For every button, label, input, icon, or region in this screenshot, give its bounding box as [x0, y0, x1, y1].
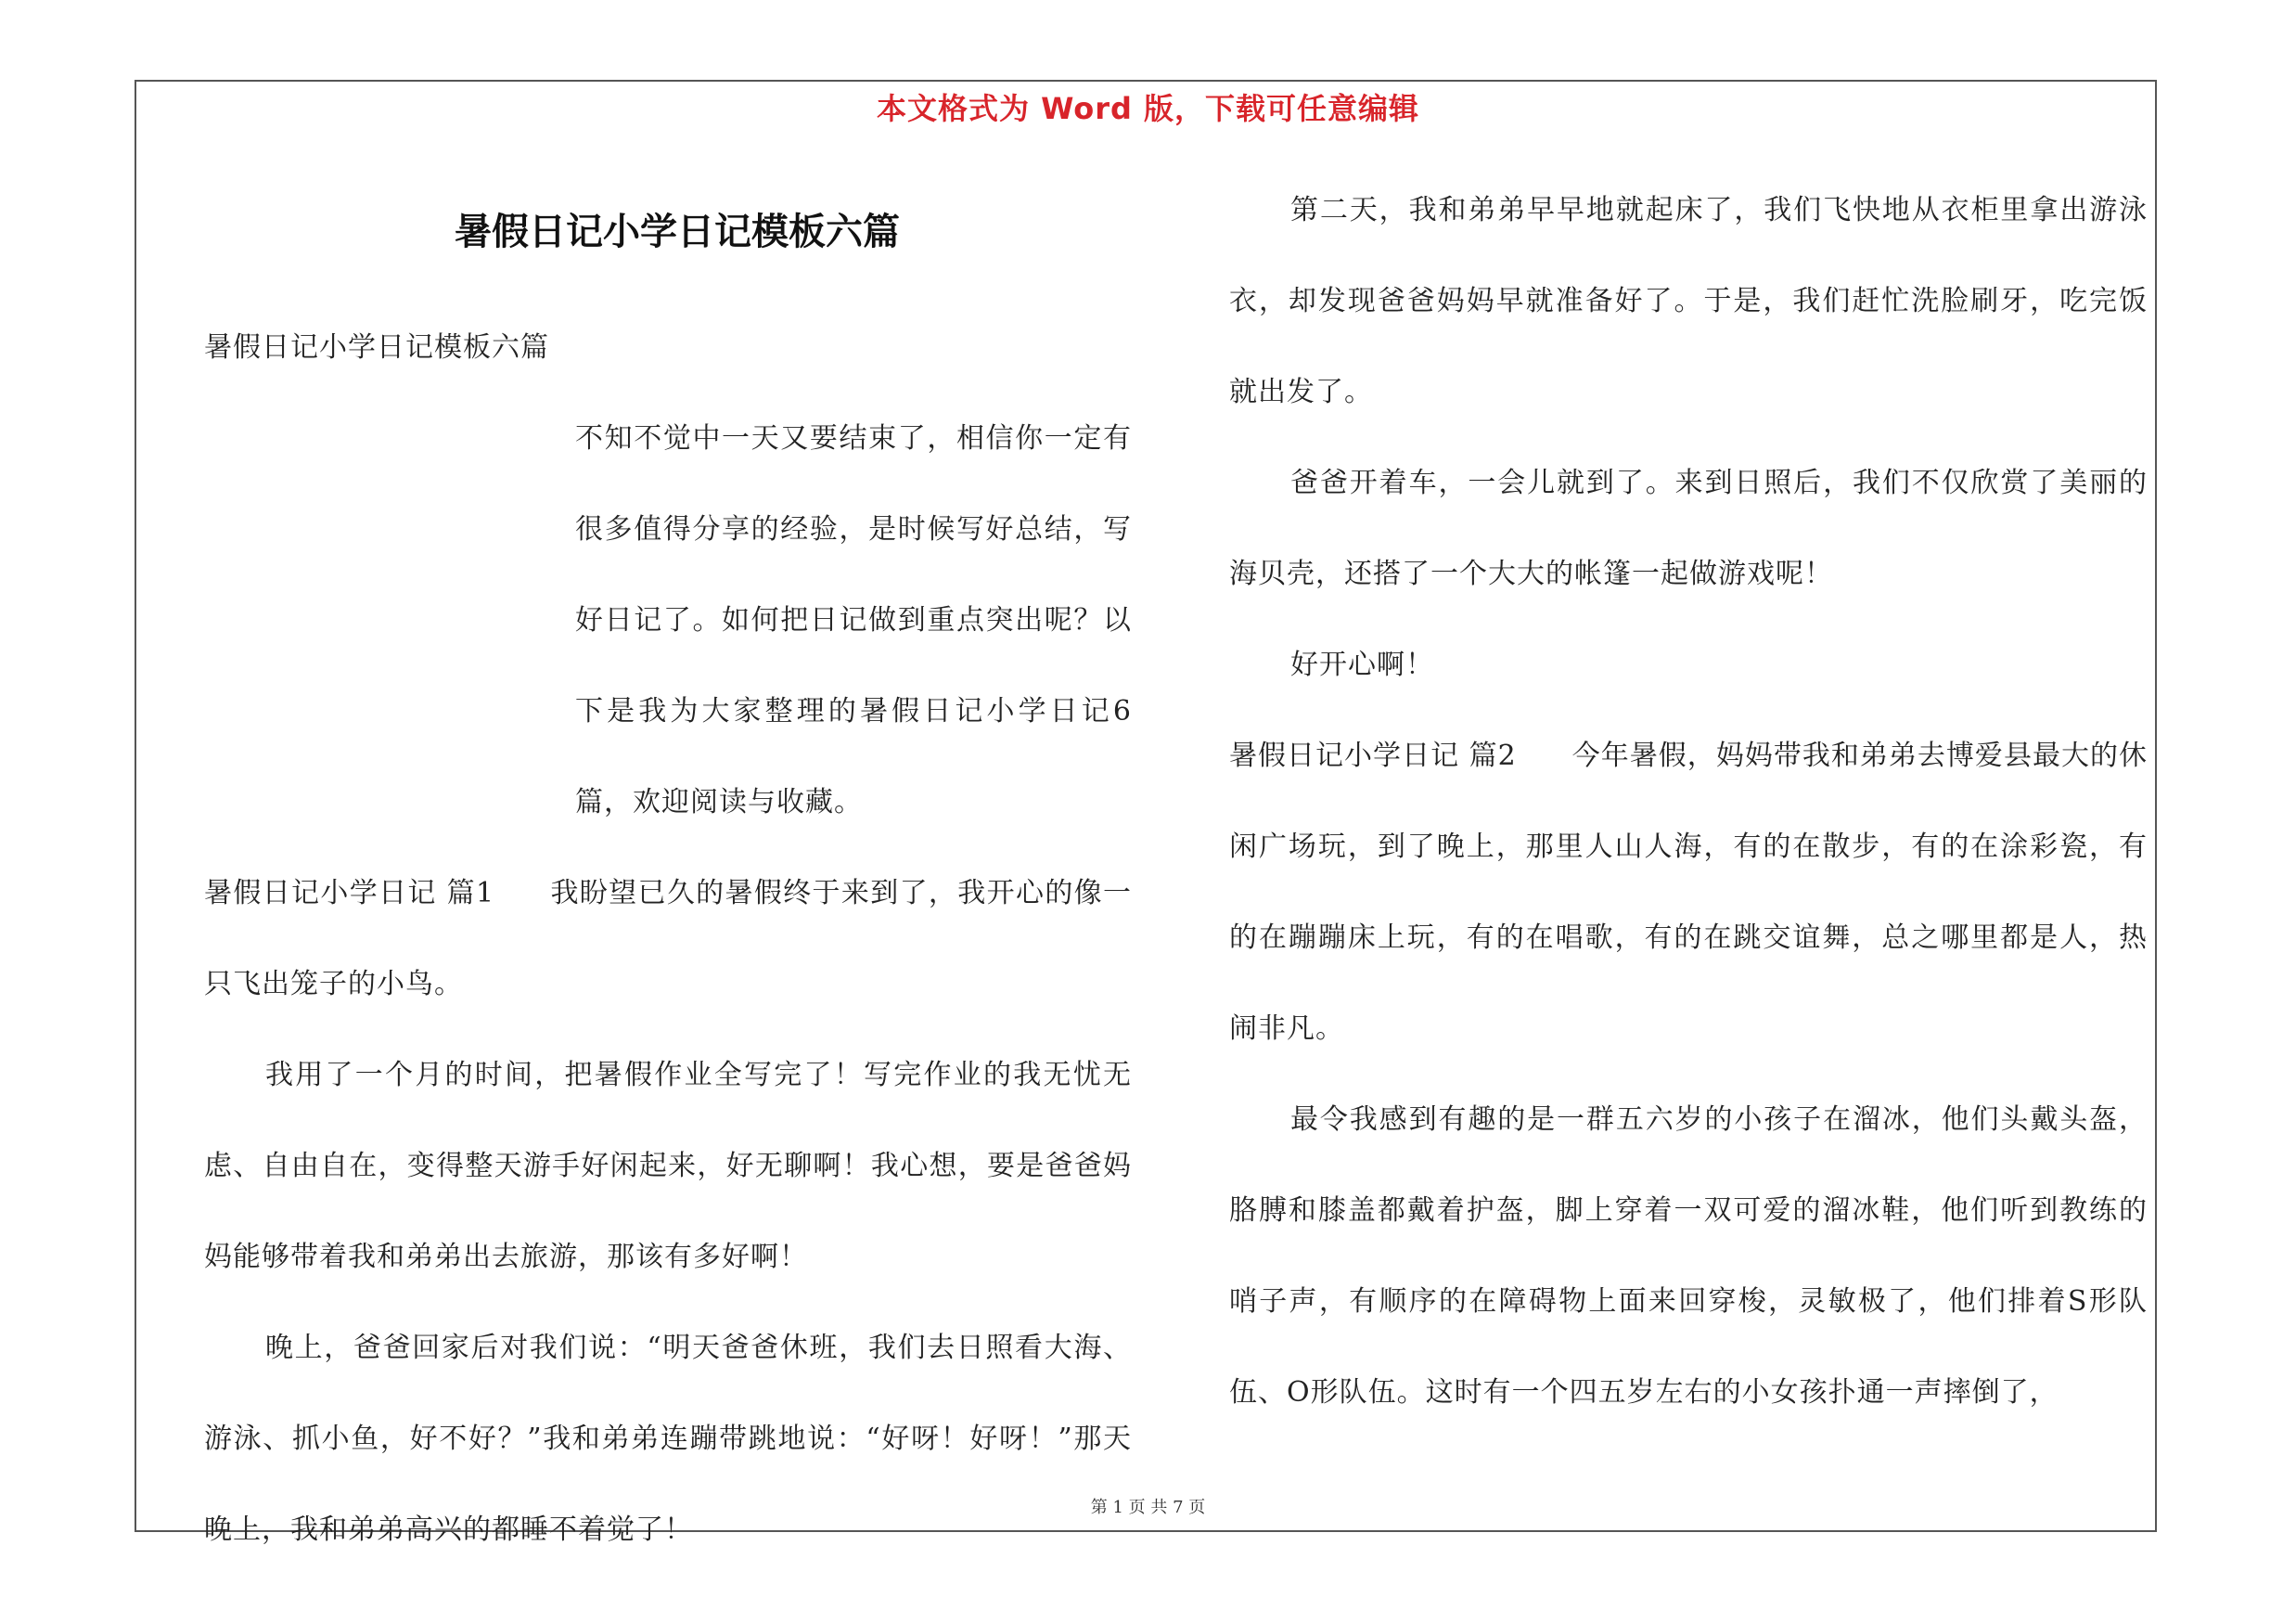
- page-number-footer: 第 1 页 共 7 页: [1090, 1498, 1206, 1517]
- body-paragraph: 我用了一个月的时间，把暑假作业全写完了！写完作业的我无忧无虑、自由自在，变得整天游手好闲起来，好无聊啊！我心想，要是爸爸妈妈能够带着我和弟弟出去旅游，那该有多好啊！: [204, 1059, 1132, 1273]
- subtitle: 暑假日记小学日记模板六篇: [204, 331, 549, 364]
- document-title: 暑假日记小学日记模板六篇: [455, 211, 900, 253]
- intro-paragraph: 不知不觉中一天又要结束了，相信你一定有很多值得分享的经验，是时候写好总结，写好日记了。如何把日记做到重点突出呢？以下是我为大家整理的暑假日记小学日记6篇，欢迎阅读与收藏。: [575, 422, 1132, 818]
- body-paragraph: 第二天，我和弟弟早早地就起床了，我们飞快地从衣柜里拿出游泳衣，却发现爸爸妈妈早就准备好了。于是，我们赶忙洗脸刷牙，吃完饭就出发了。: [1229, 194, 2148, 408]
- section-2-heading: 暑假日记小学日记 篇2: [1229, 740, 1517, 772]
- left-column: [204, 303, 1132, 1576]
- section-1-heading: 暑假日记小学日记 篇1: [204, 877, 495, 909]
- section-1: [204, 848, 1132, 1030]
- body-paragraph: 最令我感到有趣的是一群五六岁的小孩子在溜冰，他们头戴头盔，胳膊和膝盖都戴着护盔，脚上穿着一双可爱的溜冰鞋，他们听到教练的哨子声，有顺序的在障碍物上面来回穿梭，灵敏极了，他们排着S形队伍、O形队伍。这时有一个四五岁左右的小女孩扑通一声摔倒了，: [1229, 1103, 2148, 1409]
- section-2-first-paragraph: 今年暑假，妈妈带我和弟弟去博爱县最大的休闲广场玩，到了晚上，那里人山人海，有的在散步，有的在涂彩瓷，有的在蹦蹦床上玩，有的在唱歌，有的在跳交谊舞，总之哪里都是人，热闹非凡。: [1229, 740, 2148, 1045]
- section-1-first-paragraph: 我盼望已久的暑假终于来到了，我开心的像一只飞出笼子的小鸟。: [204, 877, 1133, 1000]
- body-paragraph: 爸爸开着车，一会儿就到了。来到日照后，我们不仅欣赏了美丽的海贝壳，还搭了一个大大的帐篷一起做游戏呢！: [1229, 467, 2148, 590]
- format-banner: 本文格式为 Word 版，下载可任意编辑: [876, 91, 1420, 126]
- section-2: [1229, 711, 2148, 1075]
- body-paragraph: 好开心啊！: [1290, 649, 1434, 681]
- right-column: [1229, 165, 2148, 1438]
- body-paragraph: 晚上，爸爸回家后对我们说：“明天爸爸休班，我们去日照看大海、游泳、抓小鱼，好不好？”我和弟弟连蹦带跳地说：“好呀！好呀！”那天晚上，我和弟弟高兴的都睡不着觉了！: [204, 1332, 1132, 1546]
